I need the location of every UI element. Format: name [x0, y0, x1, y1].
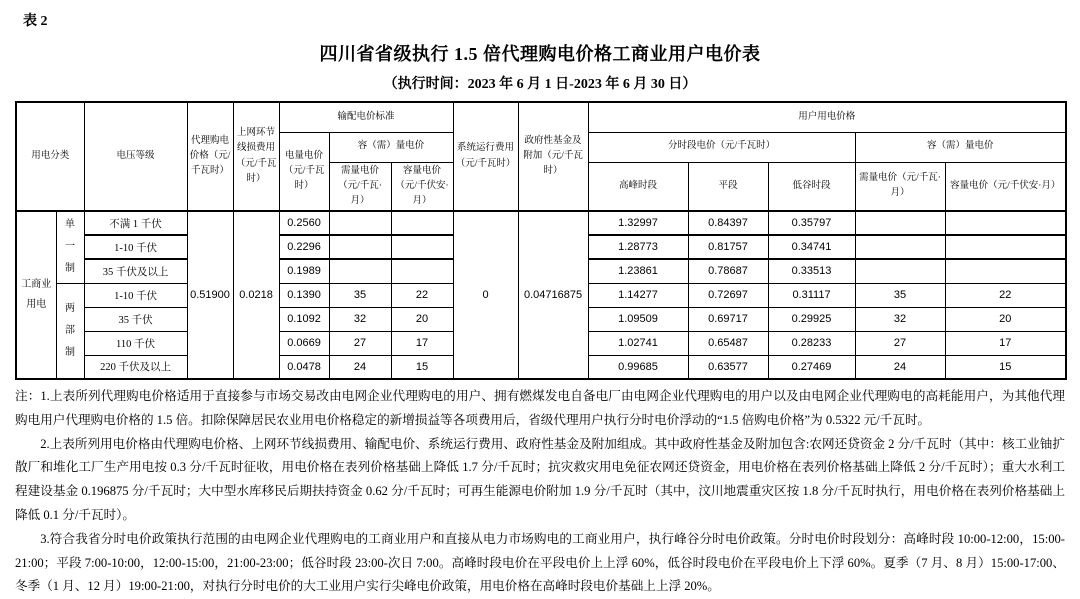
cell-capacity-user-2 [945, 259, 1066, 283]
cell-energy-2: 0.1989 [279, 259, 329, 283]
cell-demand-td-0 [329, 211, 391, 235]
cell-capacity-td-3: 22 [391, 283, 453, 307]
cell-category: 工商业用电 [16, 211, 56, 379]
cell-valley-5: 0.28233 [768, 331, 855, 355]
cell-valley-1: 0.34741 [768, 235, 855, 259]
cell-capacity-user-4: 20 [945, 307, 1066, 331]
header-user-demand-price: 需量电价（元/千瓦·月） [855, 162, 945, 211]
cell-single-part-system: 单一制 [56, 211, 84, 283]
cell-energy-1: 0.2296 [279, 235, 329, 259]
cell-peak-5: 1.02741 [588, 331, 688, 355]
cell-demand-user-4: 32 [855, 307, 945, 331]
cell-capacity-user-0 [945, 211, 1066, 235]
header-usage-class: 用电分类 [16, 102, 84, 211]
header-user-capacity-price: 容量电价（元/千伏安·月） [945, 162, 1066, 211]
cell-demand-td-3: 35 [329, 283, 391, 307]
header-user-price-section: 用户用电价格 [588, 102, 1066, 132]
cell-capacity-user-5: 17 [945, 331, 1066, 355]
cell-voltage-6: 220 千伏及以上 [84, 355, 187, 379]
cell-energy-4: 0.1092 [279, 307, 329, 331]
cell-flat-6: 0.63577 [688, 355, 768, 379]
cell-capacity-td-1 [391, 235, 453, 259]
header-energy-price: 电量电价（元/千瓦时） [279, 132, 329, 211]
footnote-1: 注：1.上表所列代理购电价格适用于直接参与市场交易改由电网企业代理购电的用户、拥有燃煤发电自备电厂由电网企业代理购电的用户以及由电网企业代理购电的高耗能用户，为其他代理购电用户代理购电价格的 1.5 倍。扣除保障居民农业用电价格稳定的新增损益等各项费用后，省级代理用户执行分时电价浮动的“1.5 倍购电价格”为 0.5322 元/千瓦时。 [15, 389, 1065, 427]
cell-system-cost: 0 [453, 211, 518, 379]
cell-energy-5: 0.0669 [279, 331, 329, 355]
cell-capacity-td-4: 20 [391, 307, 453, 331]
header-demand-price: 需量电价（元/千瓦·月） [329, 162, 391, 211]
cell-peak-3: 1.14277 [588, 283, 688, 307]
cell-flat-2: 0.78687 [688, 259, 768, 283]
cell-flat-3: 0.72697 [688, 283, 768, 307]
header-government-funds-surcharge: 政府性基金及附加（元/千瓦时） [518, 102, 588, 211]
cell-voltage-1: 1-10 千伏 [84, 235, 187, 259]
document-title: 四川省省级执行 1.5 倍代理购电价格工商业用户电价表 [319, 44, 761, 64]
cell-valley-0: 0.35797 [768, 211, 855, 235]
table-header [16, 102, 1066, 211]
footnote-2: 2.上表所列用电价格由代理购电价格、上网环节线损费用、输配电价、系统运行费用、政府性基金及附加组成。其中政府性基金及附加包含:农网还贷资金 2 分/千瓦时（其中：核工业铀扩散厂和堆化工厂生产用电按 0.3 分/千瓦时征收，用电价格在表列价格基础上降低 1.7 分/千瓦时；抗灾救灾用电免征农网还贷资金，用电价格在表列价格基础上降低 2 分/千瓦时）；重大水利工程建设基金 0.196875 分/千瓦时；大中型水库移民后期扶持资金 0.62 分/千瓦时；可再生能源电价附加 1.9 分/千瓦时（其中，汶川地震重灾区按 1.8 分/千瓦时执行，用电价格在表列价格基础上降低 0.1 分/千瓦时）。 [15, 436, 1065, 523]
cell-capacity-td-5: 17 [391, 331, 453, 355]
cell-flat-0: 0.84397 [688, 211, 768, 235]
electricity-price-table [15, 101, 1067, 380]
header-transmission-distribution-standard: 输配电价标准 [279, 102, 453, 132]
cell-demand-user-5: 27 [855, 331, 945, 355]
cell-voltage-4: 35 千伏 [84, 307, 187, 331]
header-capacity-demand-price: 容（需）量电价 [329, 132, 453, 162]
header-time-of-use-price: 分时段电价（元/千瓦时） [588, 132, 855, 162]
header-flat-period: 平段 [688, 162, 768, 211]
cell-capacity-user-3: 22 [945, 283, 1066, 307]
header-peak-period: 高峰时段 [588, 162, 688, 211]
table-row [16, 211, 1066, 235]
cell-valley-4: 0.29925 [768, 307, 855, 331]
cell-capacity-td-6: 15 [391, 355, 453, 379]
header-system-operation-fee: 系统运行费用（元/千瓦时） [453, 102, 518, 211]
cell-valley-3: 0.31117 [768, 283, 855, 307]
table-number-label: 表 2 [23, 14, 48, 29]
cell-capacity-td-2 [391, 259, 453, 283]
document-subtitle: （执行时间：2023 年 6 月 1 日-2023 年 6 月 30 日） [383, 77, 697, 92]
cell-voltage-5: 110 千伏 [84, 331, 187, 355]
header-voltage-level: 电压等级 [84, 102, 187, 211]
cell-peak-0: 1.32997 [588, 211, 688, 235]
cell-two-part-system: 两部制 [56, 283, 84, 379]
cell-voltage-2: 35 千伏及以上 [84, 259, 187, 283]
cell-peak-6: 0.99685 [588, 355, 688, 379]
cell-peak-1: 1.28773 [588, 235, 688, 259]
cell-demand-user-0 [855, 211, 945, 235]
cell-valley-6: 0.27469 [768, 355, 855, 379]
cell-gov-funds: 0.04716875 [518, 211, 588, 379]
cell-peak-2: 1.23861 [588, 259, 688, 283]
header-agency-purchase-price: 代理购电价格（元/千瓦时） [187, 102, 233, 211]
header-valley-period: 低谷时段 [768, 162, 855, 211]
cell-demand-user-1 [855, 235, 945, 259]
cell-demand-user-6: 24 [855, 355, 945, 379]
cell-valley-2: 0.33513 [768, 259, 855, 283]
cell-flat-5: 0.65487 [688, 331, 768, 355]
cell-demand-user-2 [855, 259, 945, 283]
cell-flat-1: 0.81757 [688, 235, 768, 259]
cell-capacity-user-1 [945, 235, 1066, 259]
cell-energy-3: 0.1390 [279, 283, 329, 307]
cell-demand-td-5: 27 [329, 331, 391, 355]
cell-energy-6: 0.0478 [279, 355, 329, 379]
cell-capacity-user-6: 15 [945, 355, 1066, 379]
cell-energy-0: 0.2560 [279, 211, 329, 235]
cell-agency-price: 0.51900 [187, 211, 233, 379]
footnote-3: 3.符合我省分时电价政策执行范围的由电网企业代理购电的工商业用户和直接从电力市场购电的工商业用户，执行峰谷分时电价政策。分时电价时段划分：高峰时段 10:00-12:00，15:00-21:00；平段 7:00-10:00，12:00-15:00，21:00-23:00；低谷时段 23:00-次日 7:00。高峰时段电价在平段电价上上浮 60%，低谷时段电价在平段电价上下浮 60%。夏季（7 月、8 月）15:00-17:00、冬季（1 月、12 月）19:00-21:00，对执行分时电价的大工业用户实行尖峰电价政策，用电价格在高峰时段电价基础上上浮 20%。 [15, 531, 1065, 594]
header-capacity-price: 容量电价（元/千伏安·月） [391, 162, 453, 211]
table-body [16, 211, 1066, 379]
cell-demand-td-6: 24 [329, 355, 391, 379]
cell-demand-td-1 [329, 235, 391, 259]
cell-voltage-3: 1-10 千伏 [84, 283, 187, 307]
cell-flat-4: 0.69717 [688, 307, 768, 331]
cell-demand-td-2 [329, 259, 391, 283]
cell-demand-td-4: 32 [329, 307, 391, 331]
cell-peak-4: 1.09509 [588, 307, 688, 331]
cell-line-loss: 0.0218 [233, 211, 279, 379]
header-user-capacity-demand-price: 容（需）量电价 [855, 132, 1066, 162]
header-line-loss-fee: 上网环节线损费用（元/千瓦时） [233, 102, 279, 211]
cell-demand-user-3: 35 [855, 283, 945, 307]
cell-capacity-td-0 [391, 211, 453, 235]
footnotes [15, 385, 1065, 599]
cell-voltage-0: 不满 1 千伏 [84, 211, 187, 235]
